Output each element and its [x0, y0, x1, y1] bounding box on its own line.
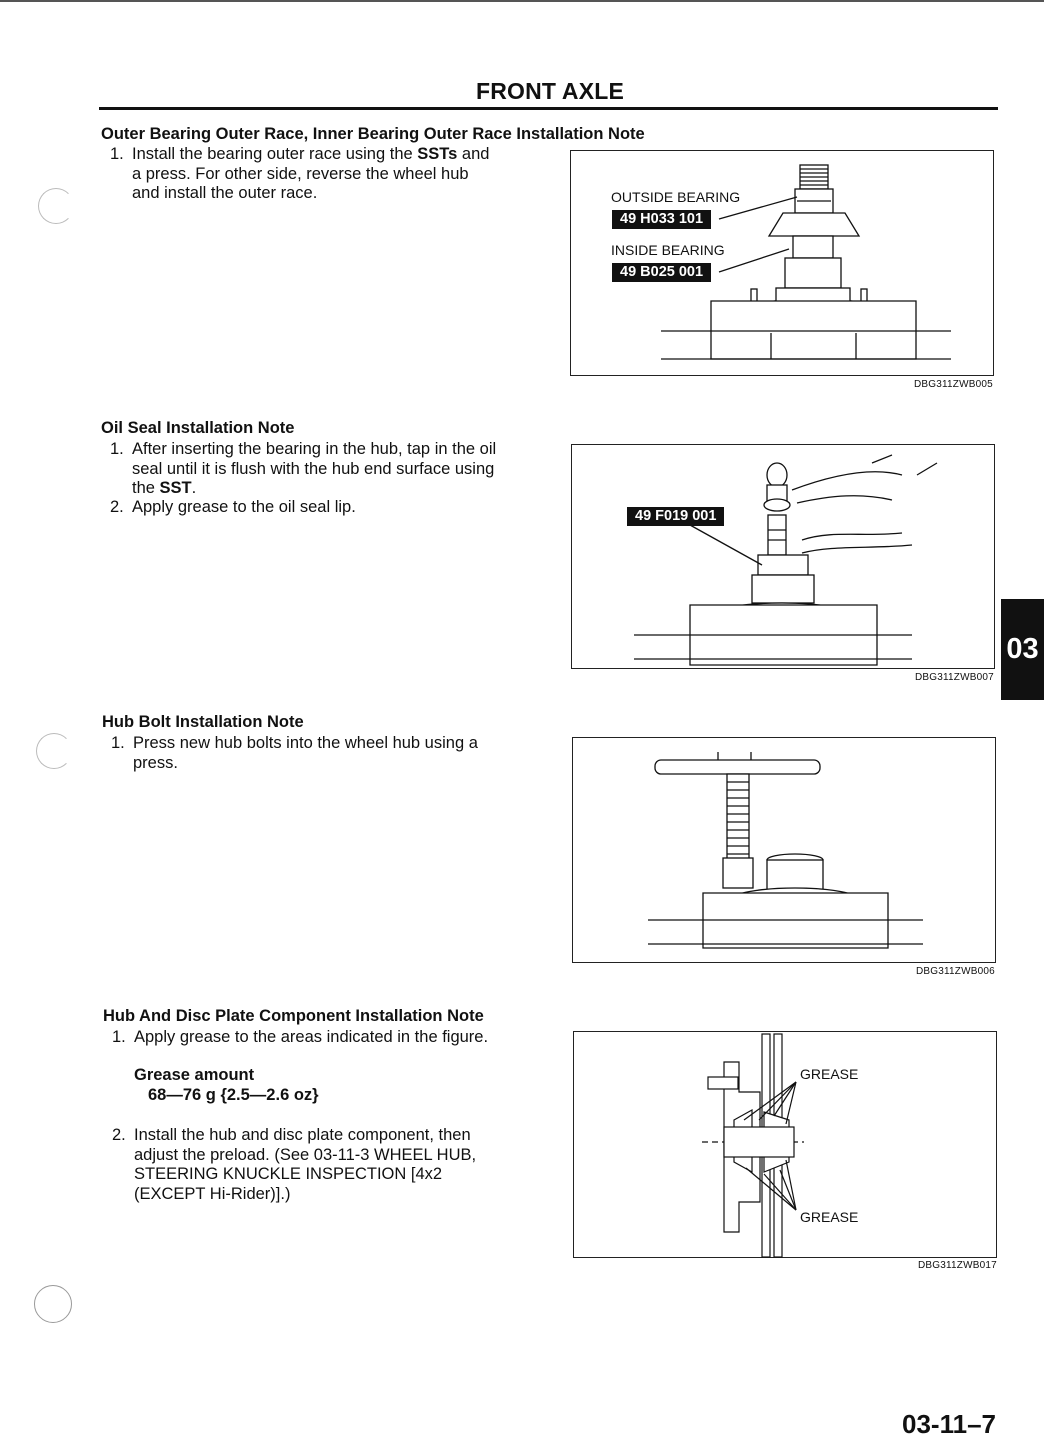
section-heading-oil-seal: Oil Seal Installation Note [101, 419, 295, 437]
step-oil-seal-2 [110, 498, 550, 518]
oil-seal-illustration [572, 445, 996, 670]
figure-code: DBG311ZWB017 [918, 1260, 997, 1271]
figure-hub-disc-grease [573, 1031, 997, 1258]
figure-hub-bolt-press [572, 737, 996, 963]
figure-code: DBG311ZWB006 [916, 966, 995, 977]
step-number: 1. [112, 1028, 126, 1046]
step-line: and install the outer race. [132, 184, 318, 202]
step-line: Press new hub bolts into the wheel hub using a [133, 734, 478, 752]
sst-badge-oil-seal: 49 F019 001 [627, 507, 724, 526]
figure-oil-seal-tap [571, 444, 995, 669]
step-line: Install the hub and disc plate component, then [134, 1126, 471, 1144]
step-line: (EXCEPT Hi-Rider)].) [134, 1184, 291, 1203]
hub-disc-cross-section [574, 1032, 998, 1259]
section-heading-outer-bearing: Outer Bearing Outer Race, Inner Bearing Outer Race Installation Note [101, 125, 645, 143]
step-line: press. [133, 753, 178, 772]
outside-bearing-label: OUTSIDE BEARING [611, 189, 741, 205]
section-heading-hub-bolt: Hub Bolt Installation Note [102, 713, 304, 731]
page-number: 03-11–7 [902, 1409, 996, 1439]
step-line: adjust the preload. (See 03-11-3 WHEEL HUB, [134, 1145, 477, 1164]
grease-callout-top: GREASE [800, 1066, 859, 1082]
hub-bolt-illustration [573, 738, 997, 964]
step-text-span: and [457, 145, 490, 163]
figure-code: DBG311ZWB007 [915, 672, 994, 683]
binder-hole-mark [34, 1285, 72, 1323]
step-line [132, 145, 489, 165]
section-tab-03: 03 [1001, 599, 1044, 700]
step-text [132, 440, 496, 499]
grease-amount-label: Grease amount [134, 1066, 255, 1084]
binder-hole-mark [38, 188, 74, 224]
figure-code: DBG311ZWB005 [914, 379, 993, 390]
step-number: 2. [110, 498, 124, 516]
sst-emphasis: SSTs [417, 145, 458, 163]
step-text-span: the [132, 479, 160, 497]
step-line: STEERING KNUCKLE INSPECTION [4x2 [134, 1165, 443, 1183]
step-line: a press. For other side, reverse the wheel hub [132, 164, 469, 183]
step-line [132, 479, 496, 499]
grease-callout-bottom: GREASE [800, 1209, 859, 1225]
step-hub-bolt-1 [111, 734, 551, 774]
step-number: 1. [110, 440, 124, 458]
inside-bearing-label: INSIDE BEARING [611, 242, 725, 258]
step-hub-disc-1 [112, 1028, 552, 1048]
binder-hole-mark [36, 733, 72, 769]
figure-bearing-race-press [570, 150, 994, 376]
step-text [133, 734, 478, 773]
step-text-span: . [191, 479, 197, 497]
top-edge-rule [0, 0, 1044, 2]
sst-emphasis: SST [159, 479, 192, 497]
step-number: 1. [110, 145, 124, 163]
step-text: Apply grease to the oil seal lip. [132, 498, 356, 516]
title-underline [99, 107, 998, 110]
step-text: Apply grease to the areas indicated in the figure. [134, 1028, 489, 1046]
sst-badge-outside: 49 H033 101 [612, 210, 711, 229]
step-text [134, 1126, 476, 1204]
section-heading-hub-disc: Hub And Disc Plate Component Installation Note [103, 1007, 484, 1025]
step-text-span: Install the bearing outer race using the [132, 145, 418, 163]
step-outer-bearing-1 [110, 145, 550, 205]
step-text [132, 145, 489, 204]
step-line: seal until it is flush with the hub end surface using [132, 459, 495, 478]
sst-badge-inside: 49 B025 001 [612, 263, 711, 282]
step-number: 2. [112, 1126, 126, 1144]
step-line: After inserting the bearing in the hub, tap in the oil [132, 440, 497, 458]
step-oil-seal-1 [110, 440, 550, 500]
step-hub-disc-2 [112, 1126, 552, 1206]
page-title: FRONT AXLE [475, 78, 625, 104]
step-number: 1. [111, 734, 125, 752]
grease-amount-value: 68—76 g {2.5—2.6 oz} [148, 1086, 319, 1104]
